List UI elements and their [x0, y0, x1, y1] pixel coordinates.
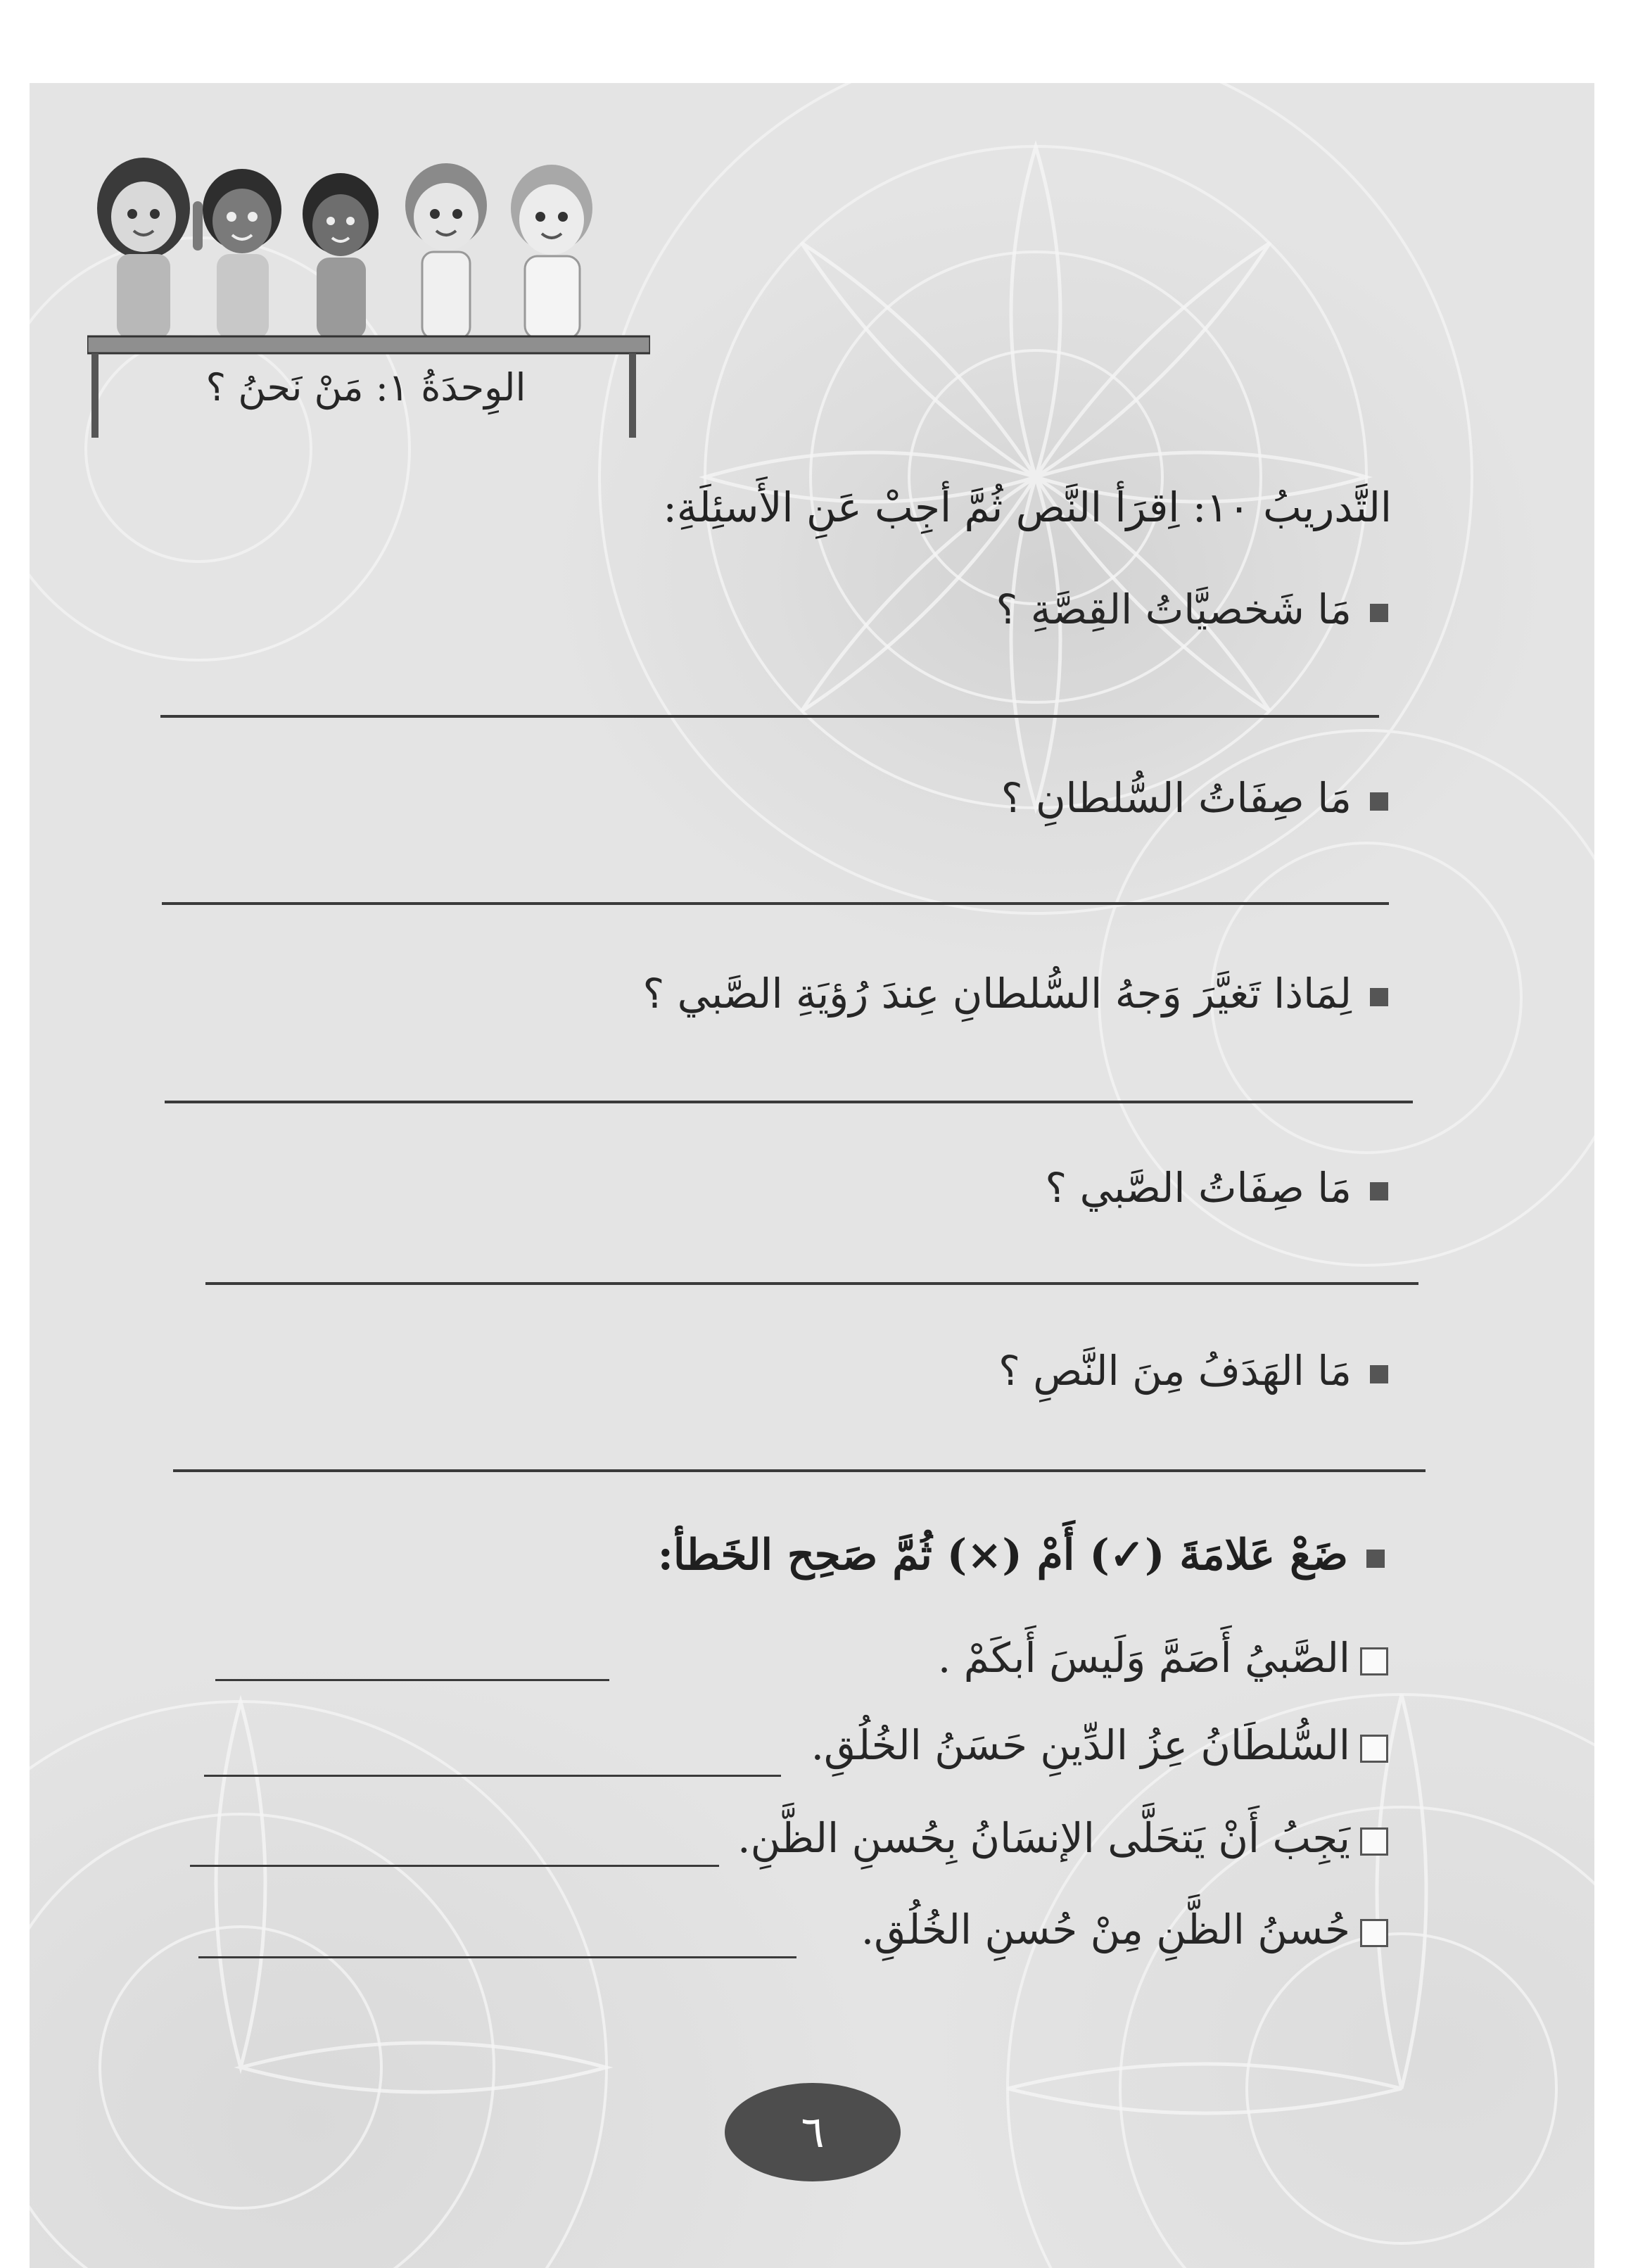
square-bullet-icon — [1366, 1550, 1385, 1568]
child-4-figure — [405, 163, 487, 338]
square-bullet-icon — [1370, 1365, 1388, 1383]
correction-line-1[interactable] — [215, 1679, 609, 1681]
true-false-heading — [189, 1520, 1385, 1590]
answer-line-4[interactable] — [205, 1282, 1418, 1285]
answer-line-5[interactable] — [173, 1469, 1426, 1472]
statement-checkbox[interactable] — [1360, 1919, 1388, 1947]
statement-text: يَجِبُ أَنْ يَتحَلَّى الإنسَانُ بِحُسنِ الظَّنِ. — [737, 1814, 1350, 1862]
unit-title: الوِحدَةُ ١: مَنْ نَحنُ ؟ — [205, 365, 526, 410]
page-number-badge — [725, 2083, 901, 2181]
question-5 — [192, 1337, 1388, 1405]
answer-line-1[interactable] — [160, 715, 1379, 718]
question-3 — [192, 960, 1388, 1027]
statement-checkbox[interactable] — [1360, 1827, 1388, 1856]
square-bullet-icon — [1370, 988, 1388, 1006]
square-bullet-icon — [1370, 792, 1388, 811]
statement-checkbox[interactable] — [1360, 1735, 1388, 1763]
correction-line-2[interactable] — [204, 1775, 781, 1777]
exercise-instruction: التَّدريبُ ١٠: اِقرَأ النَّص ثُمَّ أجِبْ عَنِ الأَسئِلَةِ: — [663, 483, 1392, 531]
question-text: مَا صِفَاتُ الصَّبي ؟ — [1045, 1164, 1352, 1212]
answer-line-2[interactable] — [162, 902, 1389, 905]
true-false-statement-2 — [614, 1710, 1388, 1780]
question-text: مَا الهَدَفُ مِنَ النَّصِ ؟ — [998, 1347, 1352, 1395]
true-false-statement-1 — [614, 1623, 1388, 1693]
question-4 — [192, 1154, 1388, 1222]
child-1-figure — [97, 158, 190, 338]
statement-checkbox[interactable] — [1360, 1647, 1388, 1675]
statement-text: السُّلطَانُ عِزُ الدِّينِ حَسَنُ الخُلُقِ. — [811, 1721, 1350, 1769]
true-false-statement-4 — [614, 1894, 1388, 1965]
answer-line-3[interactable] — [165, 1101, 1413, 1103]
child-3-figure — [303, 173, 379, 338]
statement-text: الصَّبيُ أَصَمَّ وَلَيسَ أَبكَمْ . — [937, 1634, 1350, 1682]
square-bullet-icon — [1370, 604, 1388, 622]
question-text: لِمَاذا تَغيَّرَ وَجهُ السُّلطانِ عِندَ رُؤيَةِ الصَّبي ؟ — [642, 970, 1352, 1018]
child-2-figure — [193, 169, 281, 338]
question-2 — [192, 764, 1388, 832]
page-number: ٦ — [801, 2106, 825, 2158]
correction-line-4[interactable] — [198, 1956, 796, 1958]
question-1 — [192, 576, 1388, 643]
correction-line-3[interactable] — [190, 1865, 719, 1867]
child-5-figure — [511, 165, 592, 338]
square-bullet-icon — [1370, 1182, 1388, 1200]
true-false-heading-text: ضَعْ عَلامَةَ (✓) أَمْ (×) ثُمَّ صَحِح الخَطأ: — [657, 1531, 1348, 1580]
statement-text: حُسنُ الظَّنِ مِنْ حُسنِ الخُلُقِ. — [861, 1906, 1350, 1953]
question-text: مَا شَخصيَّاتُ القِصَّةِ ؟ — [996, 585, 1352, 633]
question-text: مَا صِفَاتُ السُّلطانِ ؟ — [1001, 774, 1352, 822]
true-false-statement-3 — [614, 1803, 1388, 1873]
